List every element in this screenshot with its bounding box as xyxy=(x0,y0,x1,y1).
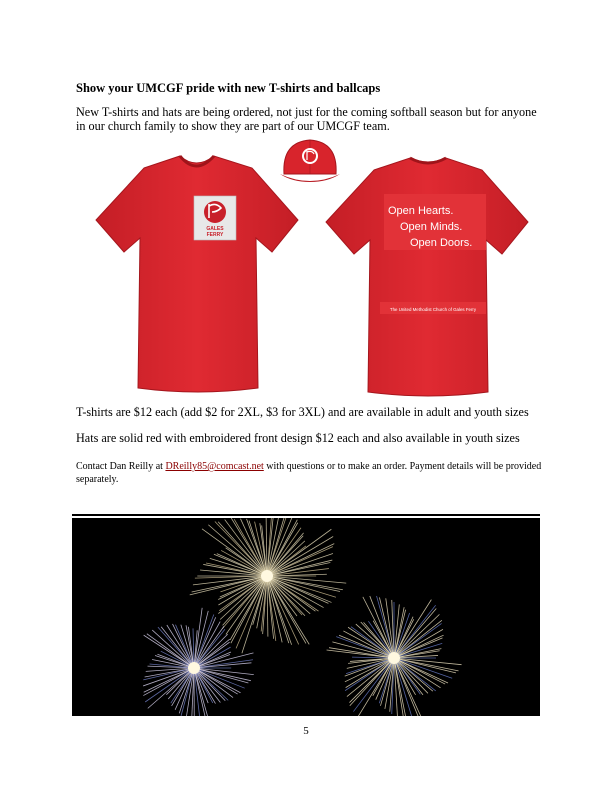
back-slogan-2: Open Minds. xyxy=(400,221,463,233)
front-tshirt xyxy=(96,156,298,392)
section-divider xyxy=(72,514,540,516)
front-logo-patch xyxy=(194,196,236,240)
contact-suffix: with questions or to make an order. Payment details will be provided separately. xyxy=(76,461,542,485)
back-slogan-1: Open Hearts. xyxy=(388,205,454,217)
back-church-name: The United Methodist Church of Gales Ferry xyxy=(389,307,477,312)
contact-paragraph xyxy=(76,461,546,486)
contact-prefix: Contact Dan Reilly at xyxy=(76,461,166,472)
front-logo-text-1: GALES xyxy=(206,226,224,232)
product-photo xyxy=(76,130,546,400)
contact-email-link[interactable]: DReilly85@comcast.net xyxy=(165,461,264,472)
tshirt-price-line: T-shirts are $12 each (add $2 for 2XL, $3 for 3XL) and are available in adult and youth sizes xyxy=(76,405,529,419)
hat-line: Hats are solid red with embroidered front design $12 each and also available in youth sizes xyxy=(76,431,520,445)
article-headline: Show your UMCGF pride with new T-shirts and ballcaps xyxy=(76,81,381,95)
back-tshirt xyxy=(326,158,528,396)
article-intro: New T-shirts and hats are being ordered, not just for the coming softball season but for anyone in our church family to show they are part of our UMCGF team. xyxy=(76,105,537,133)
back-slogan-3: Open Doors. xyxy=(410,237,473,249)
page-number: 5 xyxy=(303,725,309,737)
fireworks-photo xyxy=(72,518,540,716)
front-logo-text-2: FERRY xyxy=(206,232,224,238)
ballcap xyxy=(280,140,340,182)
